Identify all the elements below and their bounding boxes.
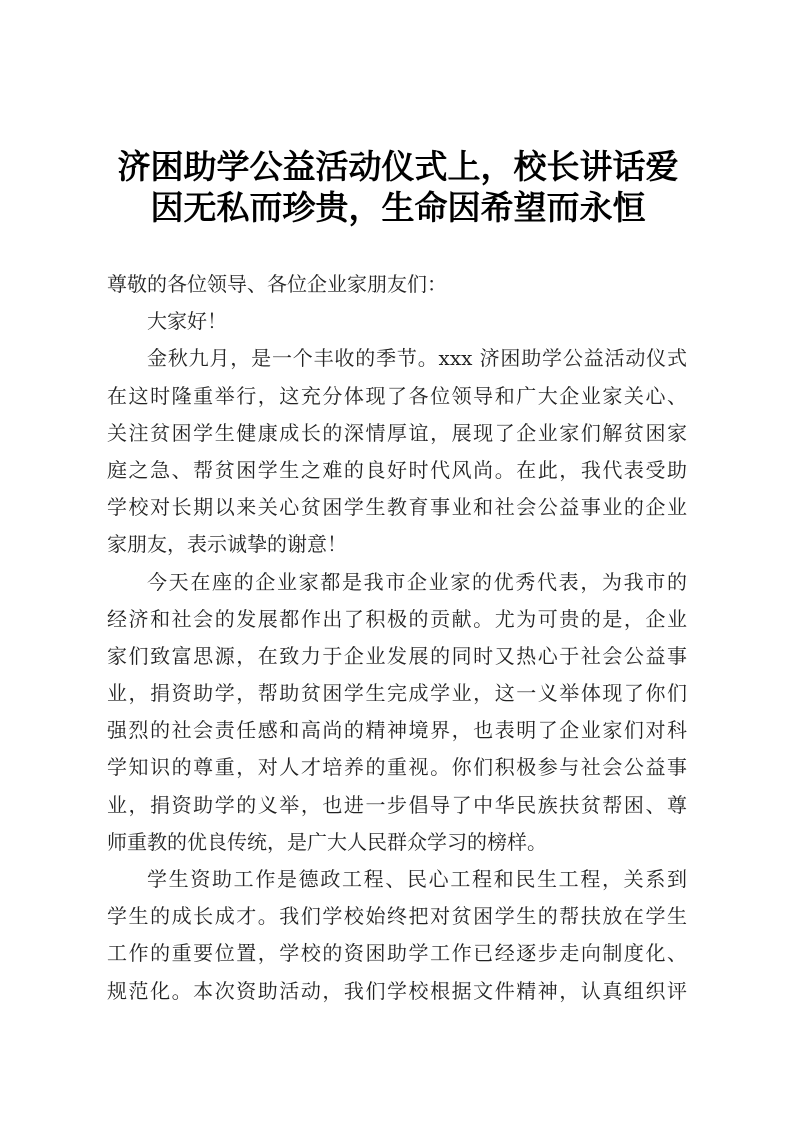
title-line: 济困助学公益活动仪式上，校长讲话爱 — [117, 147, 679, 186]
paragraph — [107, 861, 687, 1010]
title-line: 因无私而珍贵，生命因希望而永恒 — [150, 188, 646, 227]
text-line: 学校对长期以来关心贫困学生教育事业和社会公益事业的企业 — [107, 495, 687, 520]
document-title — [100, 146, 696, 228]
text-line: 强烈的社会责任感和高尚的精神境界，也表明了企业家们对科 — [107, 718, 687, 743]
text-line: 学知识的尊重，对人才培养的重视。你们积极参与社会公益事 — [107, 755, 687, 780]
text-line: 学生的成长成才。我们学校始终把对贫困学生的帮扶放在学生 — [107, 904, 687, 929]
text-line: 学生资助工作是德政工程、民心工程和民生工程，关系到 — [147, 867, 687, 891]
text-line: 家朋友，表示诚挚的谢意！ — [107, 532, 347, 557]
text-line: 工作的重要位置，学校的资困助学工作已经逐步走向制度化、 — [107, 941, 687, 966]
paragraph — [107, 564, 687, 862]
text-line: 金秋九月，是一个丰收的季节。xxx 济困助学公益活动仪式 — [147, 346, 687, 371]
paragraph — [107, 340, 687, 563]
document-body — [107, 266, 687, 1010]
text-line: 庭之急、帮贫困学生之难的良好时代风尚。在此，我代表受助 — [107, 457, 687, 482]
paragraph — [107, 303, 687, 340]
text-line: 大家好！ — [147, 309, 227, 334]
text-line: 尊敬的各位领导、各位企业家朋友们： — [107, 272, 447, 296]
text-line: 关注贫困学生健康成长的深情厚谊，展现了企业家们解贫困家 — [107, 420, 687, 445]
text-line: 规范化。本次资助活动，我们学校根据文件精神，认真组织评 — [107, 978, 687, 1003]
paragraph — [107, 266, 687, 303]
text-line: 在这时隆重举行，这充分体现了各位领导和广大企业家关心、 — [107, 383, 687, 408]
text-line: 师重教的优良传统，是广大人民群众学习的榜样。 — [107, 829, 547, 854]
text-line: 业，捐资助学，帮助贫困学生完成学业，这一义举体现了你们 — [107, 681, 687, 706]
text-line: 业，捐资助学的义举，也进一步倡导了中华民族扶贫帮困、尊 — [107, 792, 687, 817]
text-line: 今天在座的企业家都是我市企业家的优秀代表，为我市的 — [147, 569, 687, 594]
text-line: 家们致富思源，在致力于企业发展的同时又热心于社会公益事 — [107, 643, 687, 668]
text-line: 经济和社会的发展都作出了积极的贡献。尤为可贵的是，企业 — [107, 606, 687, 631]
